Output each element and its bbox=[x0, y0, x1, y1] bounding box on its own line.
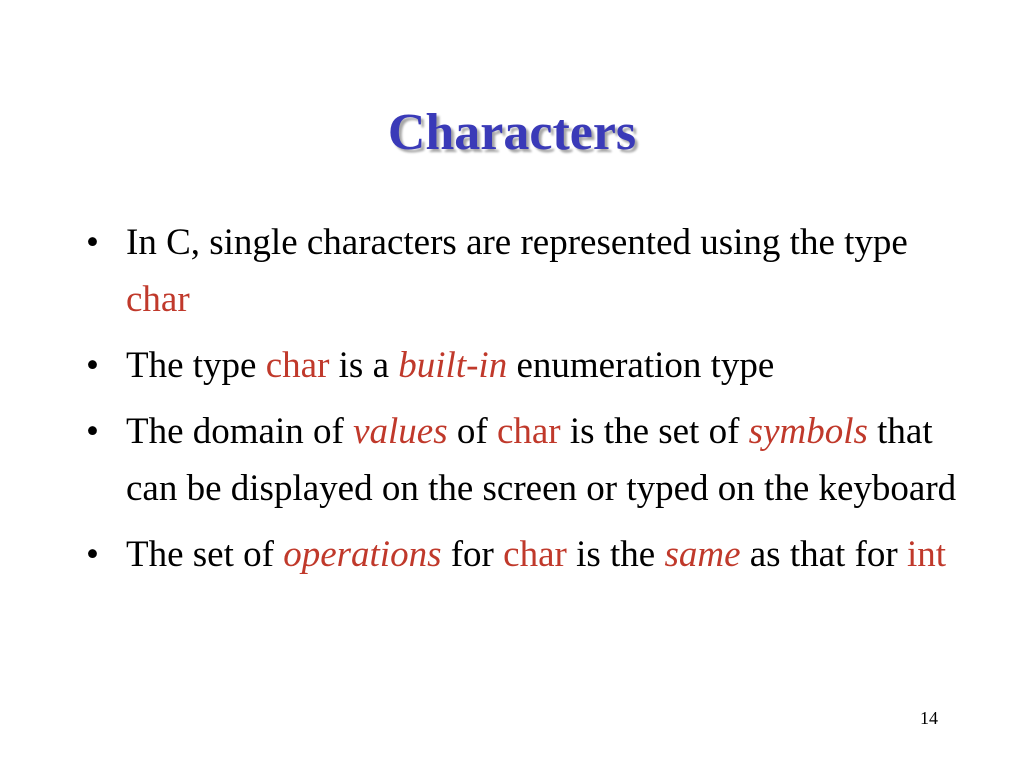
bullet-text: that can be displayed on the screen or typed on the keyboard bbox=[126, 411, 957, 509]
bullet-item bbox=[86, 337, 966, 394]
keyword-text: char bbox=[496, 411, 561, 452]
bullet-text: is a bbox=[329, 345, 399, 386]
keyword-text: char bbox=[126, 279, 190, 320]
bullet-text: The type bbox=[126, 345, 266, 386]
bullet-text: of bbox=[447, 411, 497, 452]
emphasis-text: operations bbox=[283, 534, 442, 575]
bullet-marker: • bbox=[86, 345, 99, 386]
bullet-text: is the set of bbox=[560, 411, 749, 452]
keyword-text: char bbox=[503, 534, 567, 575]
bullet-marker: • bbox=[86, 411, 99, 452]
keyword-text: int bbox=[906, 534, 947, 575]
page-number: 14 bbox=[920, 708, 938, 728]
bullet-marker: • bbox=[86, 534, 99, 575]
keyword-text: char bbox=[265, 345, 330, 386]
bullet-text: enumeration type bbox=[507, 345, 775, 386]
slide-title: Characters bbox=[387, 104, 637, 161]
emphasis-text: values bbox=[353, 411, 448, 452]
emphasis-text: built-in bbox=[398, 345, 508, 386]
bullet-text: The domain of bbox=[126, 411, 354, 452]
bullet-item bbox=[86, 214, 966, 328]
emphasis-text: symbols bbox=[748, 411, 868, 452]
emphasis-text: same bbox=[664, 534, 741, 575]
bullet-text: is the bbox=[566, 534, 665, 575]
bullet-text: In C, single characters are represented using the type bbox=[126, 222, 908, 263]
bullet-text: for bbox=[441, 534, 504, 575]
bullet-item bbox=[86, 526, 966, 583]
bullet-text: The set of bbox=[126, 534, 284, 575]
bullet-item bbox=[86, 403, 966, 517]
bullet-list bbox=[86, 214, 966, 592]
bullet-marker: • bbox=[86, 222, 99, 263]
bullet-text: as that for bbox=[740, 534, 907, 575]
